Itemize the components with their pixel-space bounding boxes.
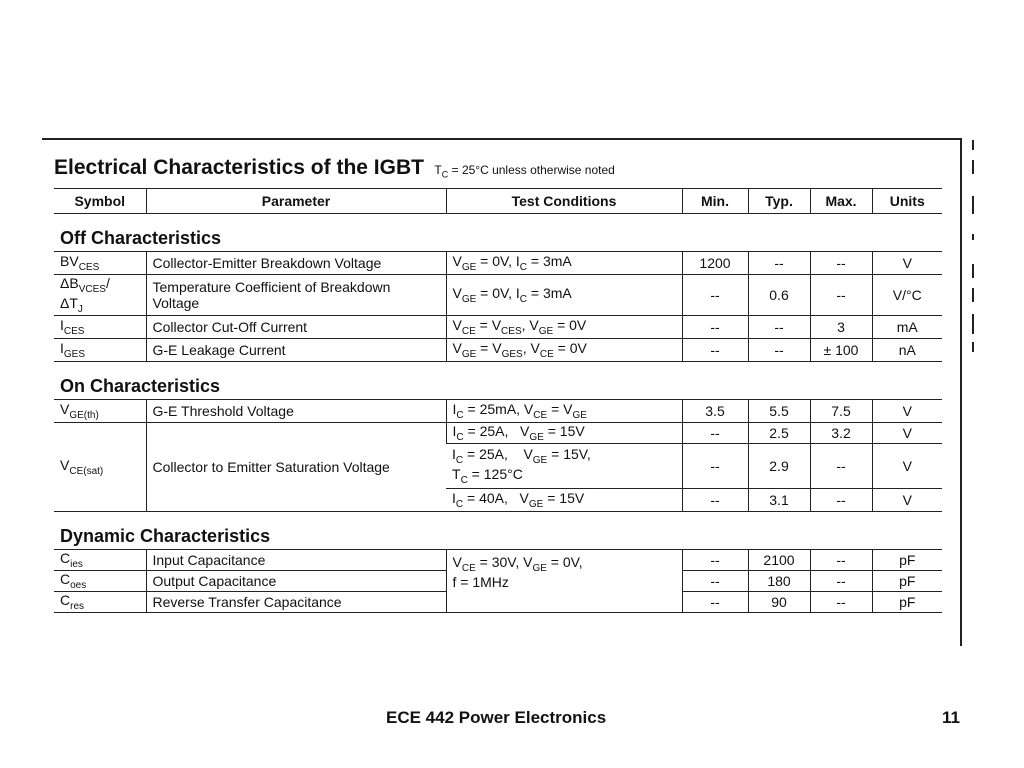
units-cell: V [872,489,942,512]
max-cell: -- [810,444,872,489]
title-main: Electrical Characteristics of the IGBT [54,156,424,179]
header-typ: Typ. [748,189,810,214]
min-cell: -- [682,592,748,613]
edge-mark [972,196,974,214]
units-cell: pF [872,571,942,592]
symbol-cell: $BV_{CES}$ [54,252,146,275]
symbol-cell: $V_{CE(sat)}$ [54,423,146,512]
table-row [54,400,942,423]
parameter-cell: G-E Leakage Current [146,339,446,362]
conditions-cell: $V_{GE} = V_{GES}$, $V_{CE} = 0V$ [446,339,682,362]
table-row [54,316,942,339]
min-cell: -- [682,423,748,444]
min-cell: -- [682,444,748,489]
units-cell: pF [872,592,942,613]
header-symbol: Symbol [54,189,146,214]
conditions-cell: $I_C = 40A$, $V_{GE} = 15V$ [446,489,682,512]
footer-page-number: 11 [942,708,960,727]
symbol-cell: $I_{GES}$ [54,339,146,362]
header-parameter: Parameter [146,189,446,214]
symbol-cell: $V_{GE(th)}$ [54,400,146,423]
section-row [54,512,942,550]
units-cell: V [872,400,942,423]
conditions-cell: $I_C = 25A$, $V_{GE} = 15V$, $T_C = 125^\circ C$ [446,444,682,489]
parameter-cell: G-E Threshold Voltage [146,400,446,423]
parameter-cell: Collector Cut-Off Current [146,316,446,339]
edge-mark [972,234,974,240]
conditions-cell: $I_C = 25mA$, $V_{CE} = V_{GE}$ [446,400,682,423]
max-cell: -- [810,275,872,316]
min-cell: -- [682,275,748,316]
electrical-characteristics-table [54,188,942,613]
max-cell: -- [810,550,872,571]
edge-mark [972,288,974,302]
typ-cell: 90 [748,592,810,613]
section-row [54,362,942,400]
typ-cell: -- [748,252,810,275]
min-cell: -- [682,316,748,339]
edge-mark [972,314,974,334]
section-off-title: Off Characteristics [60,228,222,248]
max-cell: -- [810,571,872,592]
parameter-cell: Output Capacitance [146,571,446,592]
typ-cell: -- [748,316,810,339]
symbol-cell: $C_{res}$ [54,592,146,613]
header-row [54,189,942,214]
scan-right-border [960,138,962,646]
parameter-cell: Reverse Transfer Capacitance [146,592,446,613]
table-row [54,339,942,362]
conditions-cell: $V_{CE} = 30V$, $V_{GE} = 0V$, f = 1MHz [446,550,682,613]
min-cell: -- [682,489,748,512]
max-cell: 7.5 [810,400,872,423]
conditions-cell: $V_{GE} = 0V$, $I_C = 3mA$ [446,252,682,275]
max-cell: 3.2 [810,423,872,444]
typ-cell: 0.6 [748,275,810,316]
title-note: $T_C = 25^\circ C$ unless otherwise noted [434,163,615,180]
units-cell: pF [872,550,942,571]
units-cell: V [872,423,942,444]
header-min: Min. [682,189,748,214]
min-cell: 3.5 [682,400,748,423]
conditions-cell: $V_{CE} = V_{CES}$, $V_{GE} = 0V$ [446,316,682,339]
symbol-cell: $I_{CES}$ [54,316,146,339]
min-cell: 1200 [682,252,748,275]
conditions-cell: $V_{GE} = 0V$, $I_C = 3mA$ [446,275,682,316]
datasheet-scan [42,138,960,646]
typ-cell: 2100 [748,550,810,571]
typ-cell: 3.1 [748,489,810,512]
header-max: Max. [810,189,872,214]
units-cell: V/°C [872,275,942,316]
edge-mark [972,264,974,278]
units-cell: V [872,252,942,275]
header-test-conditions: Test Conditions [446,189,682,214]
footer-course-title: ECE 442 Power Electronics [386,708,607,727]
units-cell: mA [872,316,942,339]
scan-top-border [42,138,960,140]
edge-mark [972,140,974,150]
typ-cell: 2.5 [748,423,810,444]
typ-cell: -- [748,339,810,362]
table-row [54,275,942,316]
parameter-cell: Input Capacitance [146,550,446,571]
symbol-cell: $C_{ies}$ [54,550,146,571]
table-title [54,156,615,180]
typ-cell: 5.5 [748,400,810,423]
table-row [54,550,942,571]
section-dynamic-title: Dynamic Characteristics [60,526,271,546]
edge-mark [972,342,974,352]
max-cell: 3 [810,316,872,339]
parameter-cell: Temperature Coefficient of Breakdown Voltage [146,275,446,316]
table-row [54,252,942,275]
min-cell: -- [682,550,748,571]
min-cell: -- [682,339,748,362]
parameter-cell: Collector-Emitter Breakdown Voltage [146,252,446,275]
typ-cell: 2.9 [748,444,810,489]
max-cell: ± 100 [810,339,872,362]
units-cell: V [872,444,942,489]
units-cell: nA [872,339,942,362]
header-units: Units [872,189,942,214]
max-cell: -- [810,489,872,512]
symbol-cell: $C_{oes}$ [54,571,146,592]
section-on-title: On Characteristics [60,376,221,396]
typ-cell: 180 [748,571,810,592]
conditions-cell: $I_C = 25A$, $V_{GE} = 15V$ [446,423,682,444]
max-cell: -- [810,592,872,613]
edge-mark [972,160,974,174]
parameter-cell: Collector to Emitter Saturation Voltage [146,423,446,512]
symbol-cell: $\Delta B_{VCES}/$ $\Delta T_J$ [54,275,146,316]
section-row [54,214,942,252]
table-row [54,423,942,444]
max-cell: -- [810,252,872,275]
min-cell: -- [682,571,748,592]
